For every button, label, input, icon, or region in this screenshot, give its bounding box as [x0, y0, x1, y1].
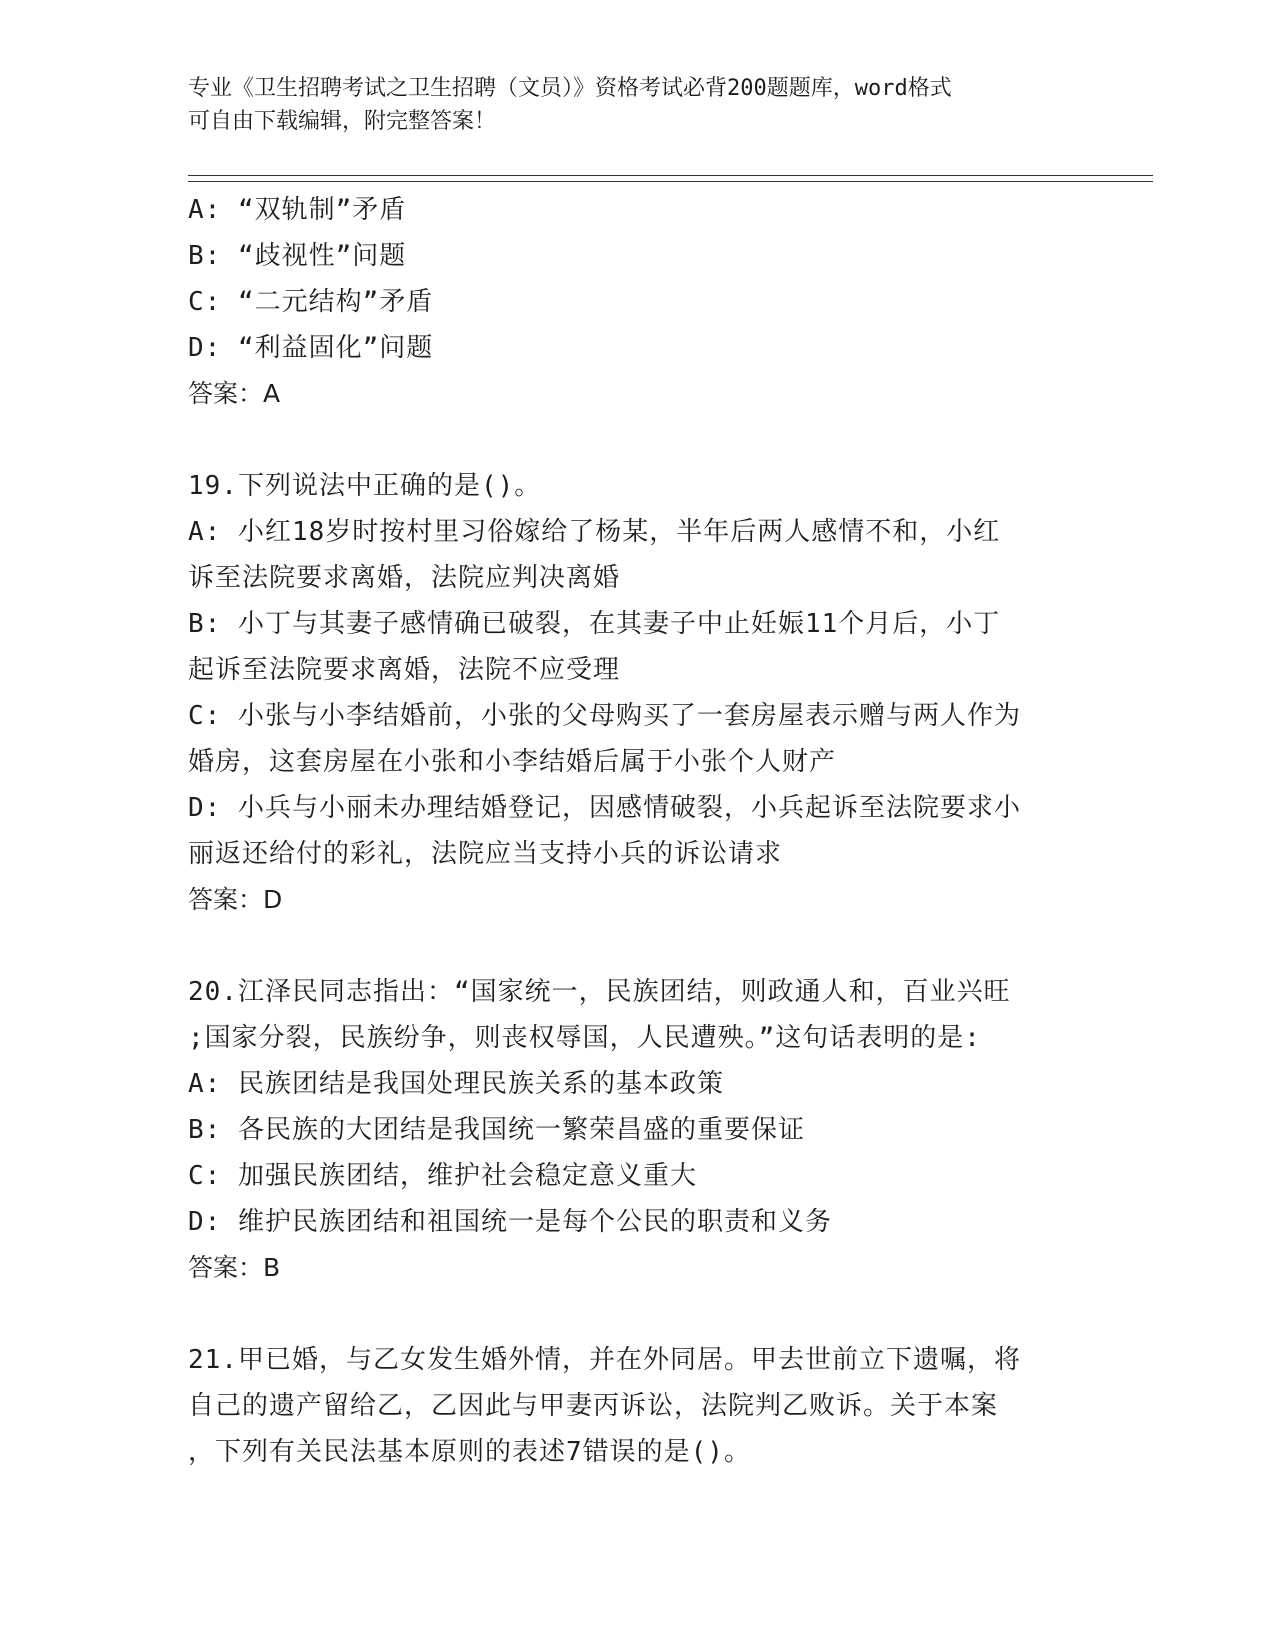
spacer [188, 1291, 1088, 1337]
header-title-line-1: 专业《卫生招聘考试之卫生招聘（文员）》资格考试必背200题题库，word格式 [188, 76, 952, 101]
question-20 [188, 969, 1088, 1291]
question-stem: 19.下列说法中正确的是()。 [188, 471, 542, 501]
option-d: D: 小兵与小丽未办理结婚登记，因感情破裂，小兵起诉至法院要求小 [188, 793, 1021, 823]
question-18-options [188, 187, 1088, 417]
spacer [188, 417, 1088, 463]
answer-label: 答案：B [188, 1253, 281, 1282]
header-divider-bottom [188, 181, 1153, 182]
option-c: C: 加强民族团结，维护社会稳定意义重大 [188, 1161, 697, 1191]
option-a-continued: 诉至法院要求离婚，法院应判决离婚 [188, 563, 621, 593]
option-b: B: 各民族的大团结是我国统一繁荣昌盛的重要保证 [188, 1115, 805, 1145]
option-d: D: “利益固化”问题 [188, 333, 434, 363]
answer-label: 答案：D [188, 885, 283, 914]
spacer [188, 923, 1088, 969]
option-d: D: 维护民族团结和祖国统一是每个公民的职责和义务 [188, 1207, 832, 1237]
header-title-line-2: 可自由下载编辑，附完整答案！ [188, 109, 497, 134]
question-stem-continued: 自己的遗产留给乙，乙因此与甲妻丙诉讼，法院判乙败诉。关于本案 [188, 1391, 999, 1421]
question-21 [188, 1337, 1088, 1475]
document-header [188, 72, 1068, 138]
answer-label: 答案：A [188, 379, 281, 408]
option-c: C: “二元结构”矛盾 [188, 287, 434, 317]
option-c-continued: 婚房，这套房屋在小张和小李结婚后属于小张个人财产 [188, 747, 837, 777]
option-d-continued: 丽返还给付的彩礼，法院应当支持小兵的诉讼请求 [188, 839, 783, 869]
question-stem: 20.江泽民同志指出：“国家统一，民族团结，则政通人和，百业兴旺 [188, 977, 1011, 1007]
option-a: A: 小红18岁时按村里习俗嫁给了杨某，半年后两人感情不和，小红 [188, 517, 1001, 547]
question-stem-continued: ;国家分裂，民族纷争，则丧权辱国，人民遭殃。”这句话表明的是: [188, 1023, 981, 1053]
option-b: B: “歧视性”问题 [188, 241, 407, 271]
question-stem-continued: ，下列有关民法基本原则的表述7错误的是()。 [188, 1437, 751, 1467]
option-b-continued: 起诉至法院要求离婚，法院不应受理 [188, 655, 621, 685]
option-c: C: 小张与小李结婚前，小张的父母购买了一套房屋表示赠与两人作为 [188, 701, 1021, 731]
question-19 [188, 463, 1088, 923]
option-b: B: 小丁与其妻子感情确已破裂，在其妻子中止妊娠11个月后，小丁 [188, 609, 1001, 639]
option-a: A: “双轨制”矛盾 [188, 195, 407, 225]
header-divider-top [188, 175, 1153, 176]
option-a: A: 民族团结是我国处理民族关系的基本政策 [188, 1069, 724, 1099]
question-stem: 21.甲已婚，与乙女发生婚外情，并在外同居。甲去世前立下遗嘱，将 [188, 1345, 1021, 1375]
question-list [188, 187, 1088, 1475]
